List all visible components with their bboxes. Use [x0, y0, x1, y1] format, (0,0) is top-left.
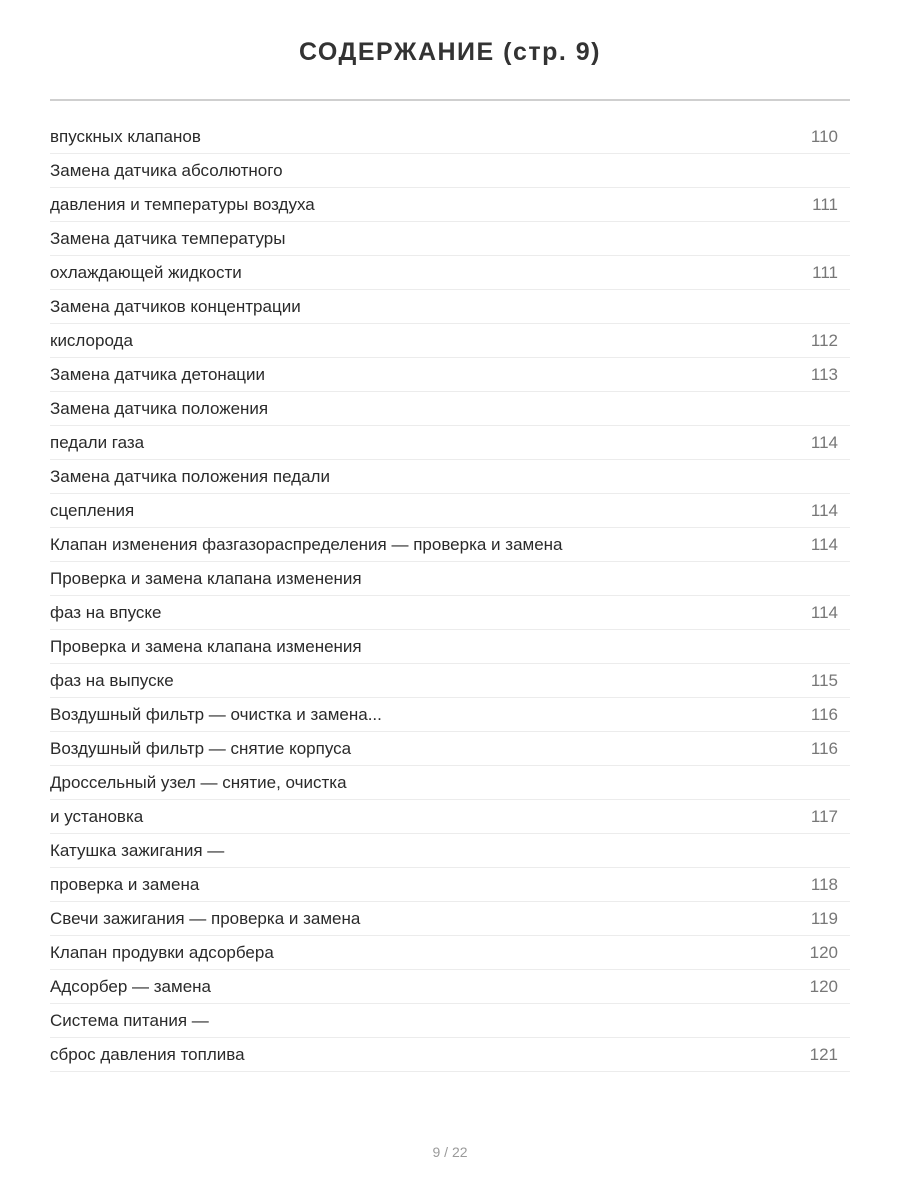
toc-entry-page-number: 113 [810, 364, 838, 384]
toc-entry[interactable] [50, 766, 850, 800]
toc-entry[interactable] [50, 324, 850, 358]
toc-entry-title: Воздушный фильтр — очистка и замена... [50, 704, 382, 724]
toc-entry[interactable] [50, 800, 850, 834]
toc-entry-page-number: 117 [810, 806, 838, 826]
toc-entry-title: Замена датчиков концентрации [50, 296, 301, 316]
title-divider [50, 99, 850, 101]
toc-entry-title: Воздушный фильтр — снятие корпуса [50, 738, 352, 758]
toc-entry[interactable] [50, 392, 850, 426]
toc-entry[interactable] [50, 256, 850, 290]
toc-entry-title: впускных клапанов [50, 126, 201, 146]
toc-entry-title: Адсорбер — замена [50, 976, 211, 996]
toc-entry-title: охлаждающей жидкости [50, 262, 242, 282]
toc-entry[interactable] [50, 528, 850, 562]
toc-entry-page-number: 111 [812, 194, 838, 214]
toc-entry-title: и установка [50, 806, 144, 826]
toc-entry[interactable] [50, 290, 850, 324]
toc-entry-title: Клапан изменения фазгазораспределения — проверка и замена [50, 534, 563, 554]
toc-entry-title: Дроссельный узел — снятие, очистка [50, 772, 347, 792]
toc-entry[interactable] [50, 460, 850, 494]
toc-entry[interactable] [50, 222, 850, 256]
toc-entry-page-number: 114 [810, 534, 838, 554]
page-counter: 9 / 22 [432, 1144, 468, 1160]
toc-entry-title: фаз на впуске [50, 602, 162, 622]
toc-entry-page-number: 116 [810, 738, 838, 758]
toc-entry-page-number: 110 [810, 126, 838, 146]
toc-entry-title: педали газа [50, 432, 145, 452]
toc-entry-title: проверка и замена [50, 874, 200, 894]
page-title: СОДЕРЖАНИЕ (стр. 9) [298, 38, 602, 66]
toc-entry-page-number: 116 [810, 704, 838, 724]
toc-entry-title: Свечи зажигания — проверка и замена [50, 908, 361, 928]
toc-entry[interactable] [50, 1038, 850, 1072]
toc-entry[interactable] [50, 732, 850, 766]
toc-entry-title: Замена датчика положения педали [50, 466, 330, 486]
toc-entry[interactable] [50, 698, 850, 732]
table-of-contents [50, 120, 850, 1072]
toc-entry-page-number: 118 [810, 874, 838, 894]
toc-entry-page-number: 120 [809, 976, 838, 996]
toc-entry-title: давления и температуры воздуха [50, 194, 315, 214]
toc-entry-page-number: 121 [809, 1044, 838, 1064]
toc-entry[interactable] [50, 358, 850, 392]
toc-entry-page-number: 115 [810, 670, 838, 690]
toc-entry-title: кислорода [50, 330, 133, 350]
toc-entry-page-number: 114 [810, 602, 838, 622]
toc-entry-title: сброс давления топлива [50, 1044, 245, 1064]
toc-entry[interactable] [50, 902, 850, 936]
toc-entry[interactable] [50, 154, 850, 188]
toc-entry-title: Проверка и замена клапана изменения [50, 636, 362, 656]
toc-entry[interactable] [50, 834, 850, 868]
toc-entry[interactable] [50, 596, 850, 630]
toc-entry-page-number: 114 [810, 432, 838, 452]
toc-entry-title: Система питания — [50, 1010, 209, 1030]
toc-entry-page-number: 119 [810, 908, 838, 928]
toc-entry[interactable] [50, 1004, 850, 1038]
toc-entry[interactable] [50, 494, 850, 528]
toc-entry-page-number: 120 [809, 942, 838, 962]
toc-entry-title: Замена датчика детонации [50, 364, 265, 384]
toc-entry[interactable] [50, 426, 850, 460]
toc-entry[interactable] [50, 562, 850, 596]
toc-entry-title: Клапан продувки адсорбера [50, 942, 274, 962]
toc-entry[interactable] [50, 664, 850, 698]
toc-entry-page-number: 111 [812, 262, 838, 282]
toc-entry[interactable] [50, 188, 850, 222]
toc-entry-title: фаз на выпуске [50, 670, 174, 690]
toc-entry-title: Замена датчика абсолютного [50, 160, 283, 180]
toc-entry[interactable] [50, 120, 850, 154]
toc-entry[interactable] [50, 970, 850, 1004]
toc-entry-title: Замена датчика температуры [50, 228, 286, 248]
toc-entry-title: Замена датчика положения [50, 398, 269, 418]
toc-entry-page-number: 112 [810, 330, 838, 350]
toc-entry-title: Катушка зажигания — [50, 840, 225, 860]
toc-entry[interactable] [50, 936, 850, 970]
toc-entry[interactable] [50, 630, 850, 664]
toc-entry-title: сцепления [50, 500, 135, 520]
toc-entry[interactable] [50, 868, 850, 902]
toc-entry-page-number: 114 [810, 500, 838, 520]
toc-entry-title: Проверка и замена клапана изменения [50, 568, 362, 588]
